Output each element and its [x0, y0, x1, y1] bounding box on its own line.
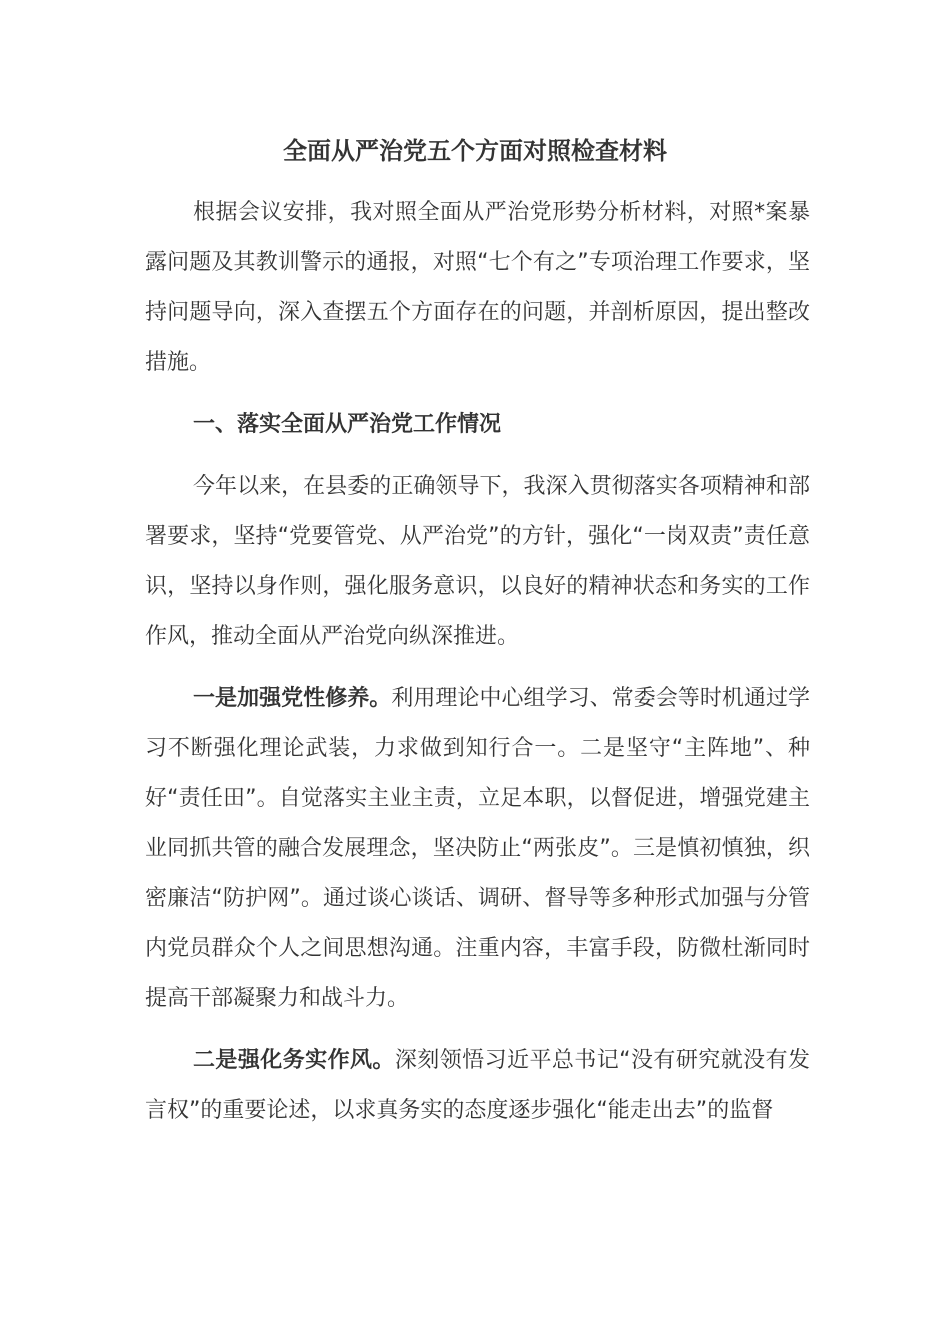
- point-two-text: 深刻领悟习近平总书记“没有研究就没有发言权”的重要论述，以求真务实的态度逐步强化“能走出去”的监督: [145, 1048, 810, 1123]
- document-body: [145, 188, 810, 1148]
- point-one-lead: 一是加强党性修养。: [193, 686, 392, 711]
- point-one-text: 利用理论中心组学习、常委会等时机通过学习不断强化理论武装，力求做到知行合一。二是坚守“主阵地”、种好“责任田”。自觉落实主业主责，立足本职，以督促进，增强党建主业同抓共管的融合发展理念，坚决防止“两张皮”。三是慎初慎独，织密廉洁“防护网”。通过谈心谈话、调研、督导等多种形式加强与分管内党员群众个人之间思想沟通。注重内容，丰富手段，防微杜渐同时提高干部凝聚力和战斗力。: [145, 686, 810, 1011]
- section-paragraph: 今年以来，在县委的正确领导下，我深入贯彻落实各项精神和部署要求，坚持“党要管党、从严治党”的方针，强化“一岗双责”责任意识，坚持以身作则，强化服务意识，以良好的精神状态和务实的工作作风，推动全面从严治党向纵深推进。: [145, 474, 810, 649]
- intro-paragraph: 根据会议安排，我对照全面从严治党形势分析材料，对照*案暴露问题及其教训警示的通报，对照“七个有之”专项治理工作要求，坚持问题导向，深入查摆五个方面存在的问题，并剖析原因，提出整改措施。: [145, 200, 810, 375]
- point-two-lead: 二是强化务实作风。: [193, 1048, 395, 1073]
- point-one-paragraph: [145, 674, 810, 1024]
- document-title: 全面从严治党五个方面对照检查材料: [283, 137, 667, 165]
- point-two-paragraph: [145, 1036, 810, 1136]
- section-heading: 一、落实全面从严治党工作情况: [193, 412, 502, 437]
